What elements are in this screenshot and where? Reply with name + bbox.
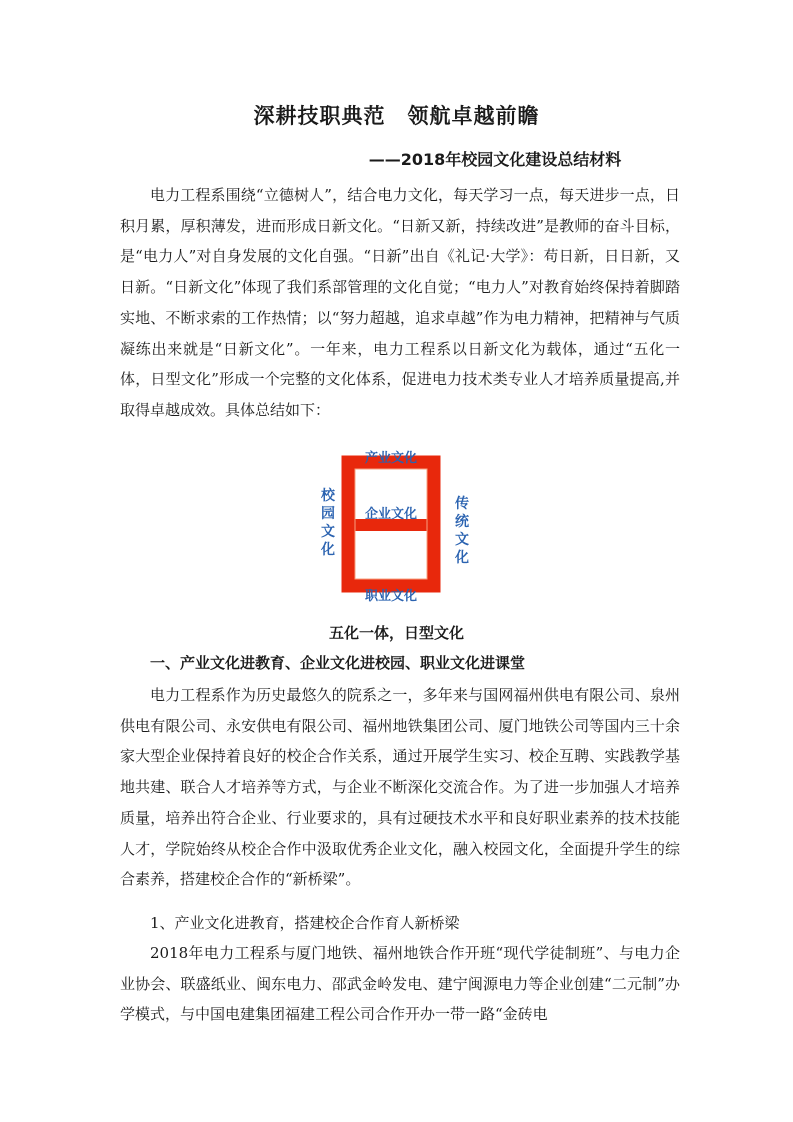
diagram-right-char-4: 化 (455, 550, 469, 566)
diagram-left-char-2: 园 (321, 506, 335, 522)
diagram-right-char-2: 统 (455, 514, 469, 530)
intro-paragraph: 电力工程系围绕“立德树人”，结合电力文化，每天学习一点，每天进步一点，日积月累，厚积薄发，进而形成日新文化。“日新又新，持续改进”是教师的奋斗目标，是“电力人”对自身发展的文化自强。“日新”出自《礼记·大学》：苟日新，日日新，又日新。“日新文化”体现了我们系部管理的文化自觉；“电力人”对教育始终保持着脚踏实地、不断求索的工作热情；以“努力超越，追求卓越”作为电力精神，把精神与气质凝练出来就是“日新文化”。一年来，电力工程系以日新文化为载体，通过“五化一体，日型文化”形成一个完整的文化体系，促进电力技术类专业人才培养质量提高,并取得卓越成效。具体总结如下： (120, 186, 680, 419)
diagram-middle-label: 企业文化 (364, 507, 418, 522)
section-1-paragraph: 电力工程系作为历史最悠久的院系之一，多年来与国网福州供电有限公司、泉州供电有限公司、永安供电有限公司、福州地铁集团公司、厦门地铁公司等国内三十余家大型企业保持着良好的校企合作关系，通过开展学生实习、校企互聘、实践教学基地共建、联合人才培养等方式，与企业不断深化交流合作。为了进一步加强人才培养质量，培养出符合企业、行业要求的，具有过硬技术水平和良好职业素养的技术技能人才，学院始终从校企合作中汲取优秀企业文化，融入校园文化，全面提升学生的综合素养，搭建校企合作的“新桥梁”。 (120, 686, 680, 889)
subsection-1-paragraph: 2018年电力工程系与厦门地铁、福州地铁合作开班“现代学徒制班”、与电力企业协会、联盛纸业、闽东电力、邵武金岭发电、建宁闽源电力等企业创建“二元制”办学模式，与中国电建集团福建工程公司合作开办一带一路“金砖电 (120, 944, 680, 1024)
section-1-heading: 一、产业文化进教育、企业文化进校园、职业文化进课堂 (150, 654, 526, 672)
diagram-right-char-3: 文 (455, 532, 469, 548)
diagram-caption: 五化一体，日型文化 (328, 624, 464, 642)
diagram-left-char-3: 文 (321, 524, 335, 540)
ri-diagram-svg (300, 436, 490, 612)
subsection-1-heading: 1、产业文化进教育，搭建校企合作育人新桥梁 (150, 914, 460, 932)
document-title: 深耕技职典范 领航卓越前瞻 (253, 104, 540, 128)
diagram-top-label: 产业文化 (364, 451, 418, 466)
diagram-left-char-1: 校 (321, 488, 335, 504)
document-subtitle: ——2018年校园文化建设总结材料 (368, 150, 622, 169)
diagram-left-char-4: 化 (321, 542, 335, 558)
diagram-bottom-label: 职业文化 (364, 589, 418, 604)
ri-culture-diagram (300, 436, 490, 612)
diagram-right-char-1: 传 (455, 496, 469, 512)
